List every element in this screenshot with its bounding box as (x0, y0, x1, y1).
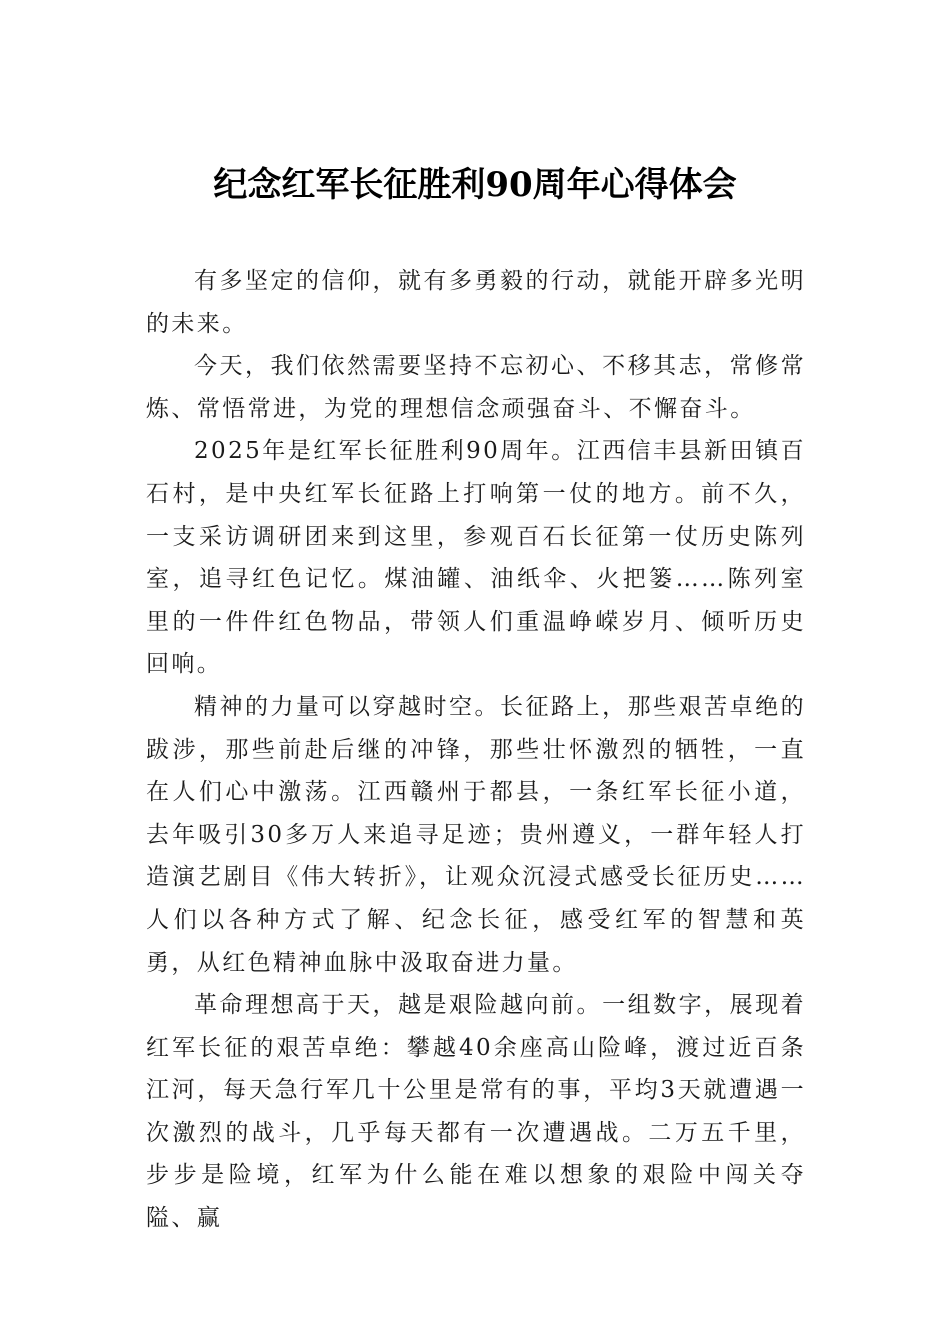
document-body (146, 260, 806, 1240)
paragraph: 革命理想高于天，越是艰险越向前。一组数字，展现着红军长征的艰苦卓绝：攀越40余座高山险峰，渡过近百条江河，每天急行军几十公里是常有的事，平均3天就遭遇一次激烈的战斗，几乎每天都有一次遭遇战。二万五千里，步步是险境，红军为什么能在难以想象的艰险中闯关夺隘、赢 (146, 992, 806, 1232)
document-title: 纪念红军长征胜利90周年心得体会 (213, 165, 737, 205)
paragraph: 有多坚定的信仰，就有多勇毅的行动，就能开辟多光明的未来。 (146, 268, 806, 337)
paragraph: 今天，我们依然需要坚持不忘初心、不移其志，常修常炼、常悟常进，为党的理想信念顽强奋斗、不懈奋斗。 (146, 353, 806, 422)
paragraph: 2025年是红军长征胜利90周年。江西信丰县新田镇百石村，是中央红军长征路上打响第一仗的地方。前不久，一支采访调研团来到这里，参观百石长征第一仗历史陈列室，追寻红色记忆。煤油罐、油纸伞、火把篓……陈列室里的一件件红色物品，带领人们重温峥嵘岁月、倾听历史回响。 (146, 438, 806, 678)
paragraph: 精神的力量可以穿越时空。长征路上，那些艰苦卓绝的跋涉，那些前赴后继的冲锋，那些壮怀激烈的牺牲，一直在人们心中激荡。江西赣州于都县，一条红军长征小道，去年吸引30多万人来追寻足迹；贵州遵义，一群年轻人打造演艺剧目《伟大转折》，让观众沉浸式感受长征历史……人们以各种方式了解、纪念长征，感受红军的智慧和英勇，从红色精神血脉中汲取奋进力量。 (146, 693, 806, 976)
